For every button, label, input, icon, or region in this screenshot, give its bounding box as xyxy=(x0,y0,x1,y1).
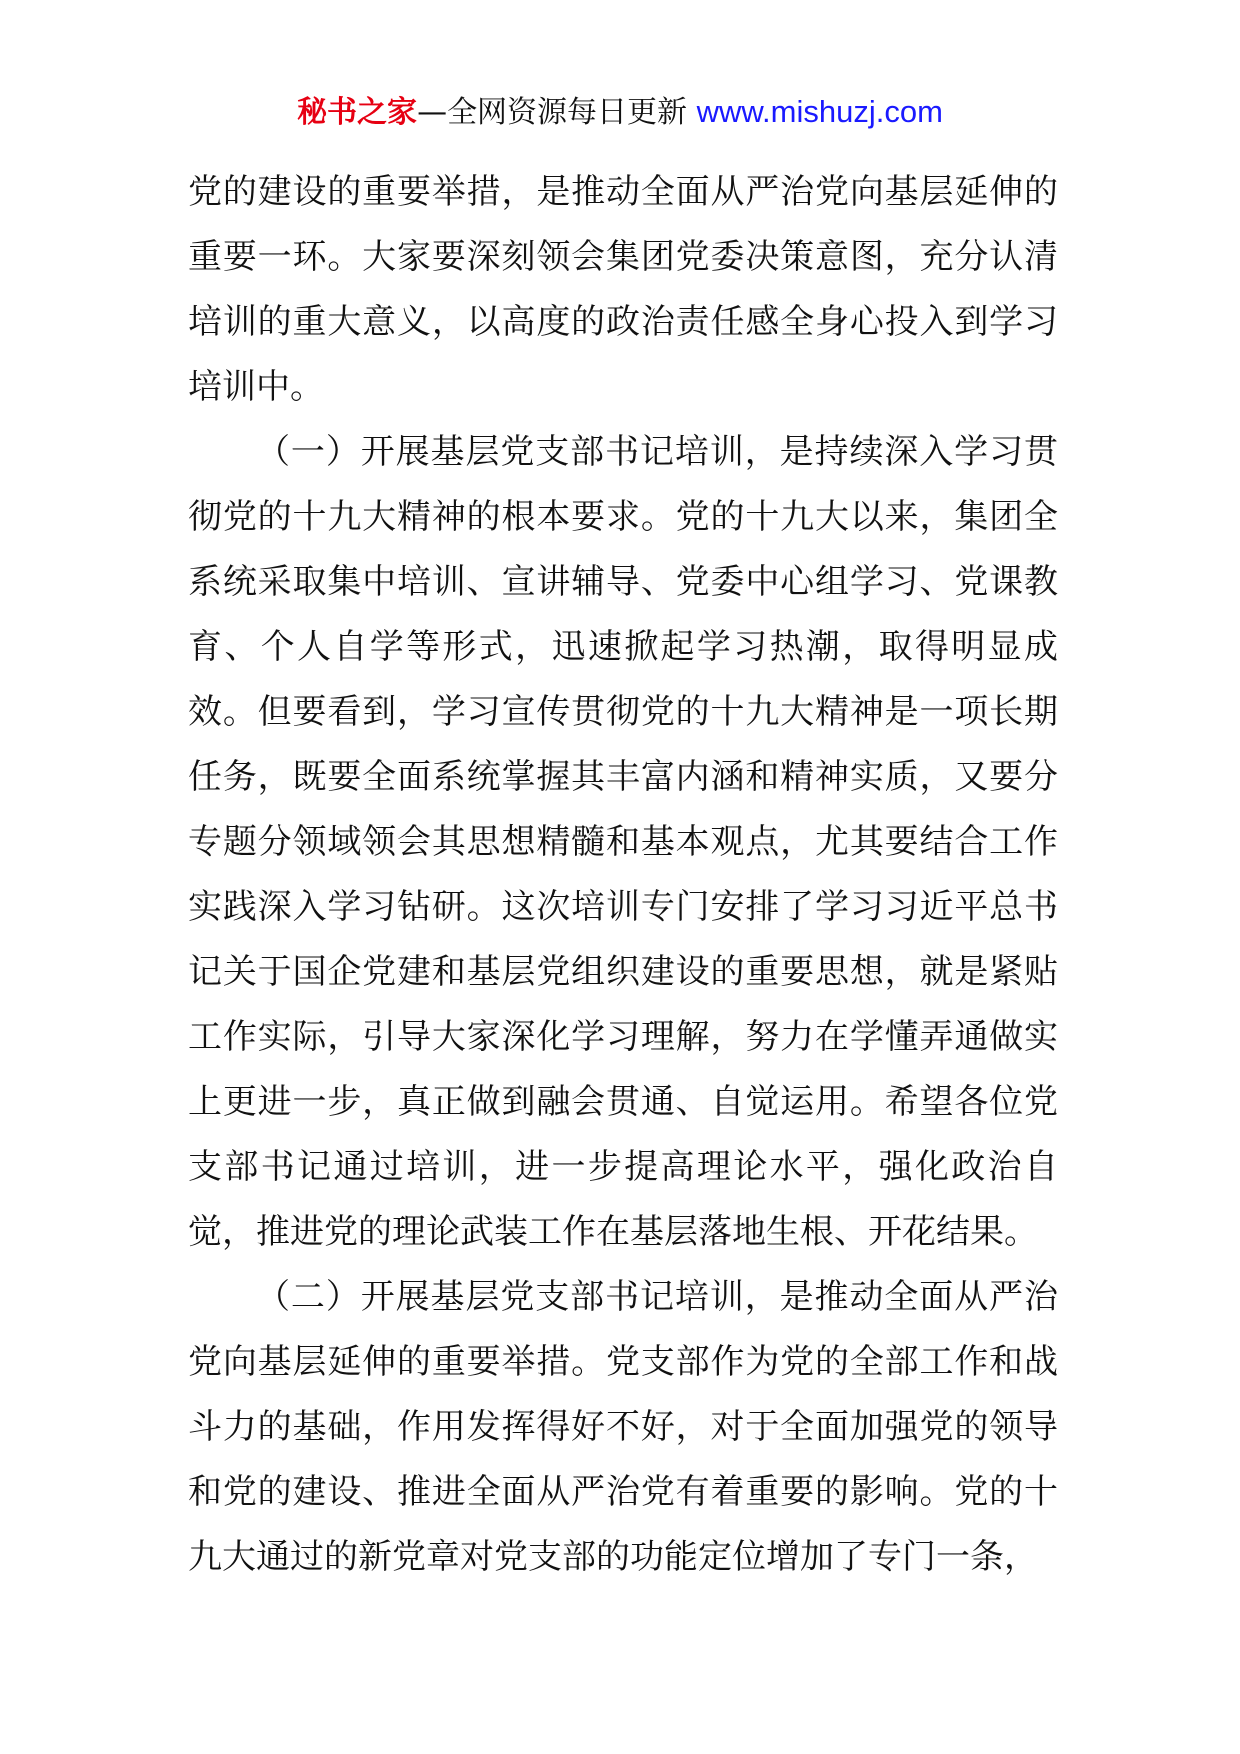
site-url-link[interactable]: www.mishuzj.com xyxy=(696,94,943,129)
paragraph-continued: 党的建设的重要举措，是推动全面从严治党向基层延伸的重要一环。大家要深刻领会集团党委决策意图，充分认清培训的重大意义，以高度的政治责任感全身心投入到学习培训中。 xyxy=(188,172,1058,407)
paragraph-section-two: （二）开展基层党支部书记培训，是推动全面从严治党向基层延伸的重要举措。党支部作为党的全部工作和战斗力的基础，作用发挥得好不好，对于全面加强党的领导和党的建设、推进全面从严治党有着重要的影响。党的十九大通过的新党章对党支部的功能定位增加了专门一条， xyxy=(188,1277,1058,1577)
site-brand: 秘书之家 xyxy=(297,95,418,130)
site-header xyxy=(0,92,1240,133)
paragraph-section-one: （一）开展基层党支部书记培训，是持续深入学习贯彻党的十九大精神的根本要求。党的十九大以来，集团全系统采取集中培训、宣讲辅导、党委中心组学习、党课教育、个人自学等形式，迅速掀起学习热潮，取得明显成效。但要看到，学习宣传贯彻党的十九大精神是一项长期任务，既要全面系统掌握其丰富内涵和精神实质，又要分专题分领域领会其思想精髓和基本观点，尤其要结合工作实践深入学习钻研。这次培训专门安排了学习习近平总书记关于国企党建和基层党组织建设的重要思想，就是紧贴工作实际，引导大家深化学习理解，努力在学懂弄通做实上更进一步，真正做到融会贯通、自觉运用。希望各位党支部书记通过培训，进一步提高理论水平，强化政治自觉，推进党的理论武装工作在基层落地生根、开花结果。 xyxy=(188,432,1058,1252)
document-body xyxy=(188,160,1058,1590)
site-tagline: —全网资源每日更新 xyxy=(417,95,688,130)
